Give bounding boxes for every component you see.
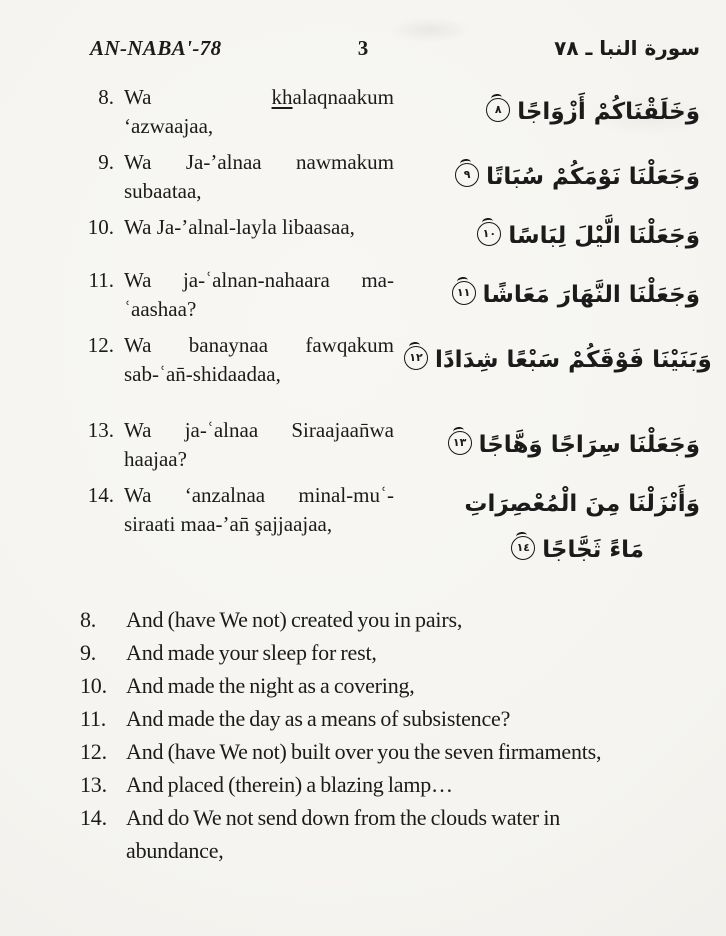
verse-number: 12. [87,333,114,357]
translation-text [126,702,700,735]
translation-line: And made the night as a covering, [126,673,415,698]
transliteration-line: sab-ʿan̄-shidaadaa, [124,362,281,386]
ayah-end-marker: ١٠ [477,222,501,246]
underlined-letters: kh [271,85,293,109]
translation-text [126,735,700,768]
translation-row [80,735,700,768]
arabic-verse-text: وَجَعَلْنَا سِرَاجًا وَهَّاجًا [478,432,700,458]
translation-number: 14. [80,805,107,830]
verse-row [80,481,700,573]
verse-number: 9. [98,150,114,174]
ayah-end-marker: ٨ [486,98,510,122]
translation-text [126,801,700,867]
translation-number: 8. [80,607,97,632]
transliteration-line: Wa Ja-’alnal-layla libaasaa, [124,215,355,239]
verse-row [80,331,712,389]
verse-number: 14. [87,483,114,507]
transliteration-line: Wa ‘anzalnaa minal-muʿ- [124,483,394,507]
translation-number: 13. [80,772,107,797]
arabic-verse-text: مَاءً ثَجَّاجًا [542,537,644,563]
arabic-block [404,337,712,383]
arabic-verse-line [404,337,712,383]
page-header [80,36,700,61]
arabic-verse-line [404,527,644,573]
verse-row [80,148,700,206]
transliteration-block [124,148,394,206]
transliteration-line: siraati maa-’an̄ şajjaajaa, [124,512,333,536]
translation-line: And placed (therein) a blazing lamp… [126,772,453,797]
verse-list [80,83,712,573]
translation-text [126,669,700,702]
arabic-verse-line [404,272,700,318]
arabic-verse-line [404,213,700,259]
arabic-block [404,481,700,573]
transliteration-line: Wa Ja-’alnaa nawmakum [124,150,394,174]
translation-number: 9. [80,640,97,665]
arabic-verse-line [404,154,700,200]
ayah-end-marker: ٩ [455,163,479,187]
translation-row [80,636,700,669]
arabic-verse-line [404,89,700,135]
translation-row [80,801,700,867]
transliteration-block [124,213,394,242]
transliteration-line: ʿaashaa? [124,297,197,321]
ayah-end-marker: ١٣ [448,431,472,455]
arabic-block [404,213,700,259]
arabic-verse-text: وَخَلَقْنَاكُمْ أَزْوَاجًا [517,99,700,125]
translation-number: 12. [80,739,107,764]
ayah-end-marker: ١٤ [511,536,535,560]
transliteration-line: haajaa? [124,447,187,471]
transliteration-line: subaataa, [124,179,202,203]
page-number: 3 [357,36,369,60]
verse-row [80,83,700,141]
transliteration-line: Wa ja-ʿalnan-nahaara ma- [124,268,394,292]
arabic-verse-text: وَأَنْزَلْنَا مِنَ الْمُعْصِرَاتِ [464,491,700,517]
translation-row [80,702,700,735]
translation-number: 11. [80,706,107,731]
arabic-block [404,272,700,318]
arabic-verse-line [404,422,700,468]
transliteration-line: Wa ja-ʿalnaa Siraajaan̄wa [124,418,394,442]
translation-row [80,768,700,801]
verse-number: 11. [88,268,114,292]
transliteration-line: Wa banaynaa fawqakum [124,333,394,357]
translation-text [126,603,700,636]
transliteration-block [124,83,394,141]
transliteration-line: Wa khalaqnaakum [124,85,394,109]
surah-title-latin: AN-NABA'-78 [90,36,222,60]
ayah-end-marker: ١٢ [404,346,428,370]
verse-row [80,266,700,324]
verse-row [80,213,700,259]
transliteration-block [124,481,394,539]
transliteration-block [124,416,394,474]
arabic-block [404,89,700,135]
verse-number: 10. [87,215,114,239]
translation-line: And do We not send down from the clouds water in [126,805,561,830]
translation-line: And made your sleep for rest, [126,640,377,665]
translation-text [126,768,700,801]
transliteration-block [124,331,394,389]
transliteration-block [124,266,394,324]
transliteration-line: ‘azwaajaa, [124,114,214,138]
arabic-verse-text: وَبَنَيْنَا فَوْقَكُمْ سَبْعًا شِدَادًا [435,347,712,373]
arabic-verse-text: وَجَعَلْنَا نَوْمَكُمْ سُبَاتًا [486,164,700,190]
translation-line: abundance, [126,838,224,863]
arabic-verse-line [404,481,700,527]
ayah-end-marker: ١١ [452,281,476,305]
arabic-block [404,154,700,200]
verse-row [80,416,700,474]
translation-line: And (have We not) built over you the seven firmaments, [126,739,602,764]
translation-text [126,636,700,669]
translation-row [80,669,700,702]
translation-row [80,603,700,636]
translation-line: And made the day as a means of subsistence? [126,706,511,731]
arabic-block [404,422,700,468]
surah-title-arabic: سورة النبا ـ ٧٨ [554,36,700,60]
verse-number: 8. [98,85,114,109]
translation-line: And (have We not) created you in pairs, [126,607,463,632]
translation-list [80,603,700,867]
translation-number: 10. [80,673,107,698]
arabic-verse-text: وَجَعَلْنَا النَّهَارَ مَعَاشًا [482,282,700,308]
verse-number: 13. [87,418,114,442]
arabic-verse-text: وَجَعَلْنَا الَّيْلَ لِبَاسًا [508,223,700,249]
